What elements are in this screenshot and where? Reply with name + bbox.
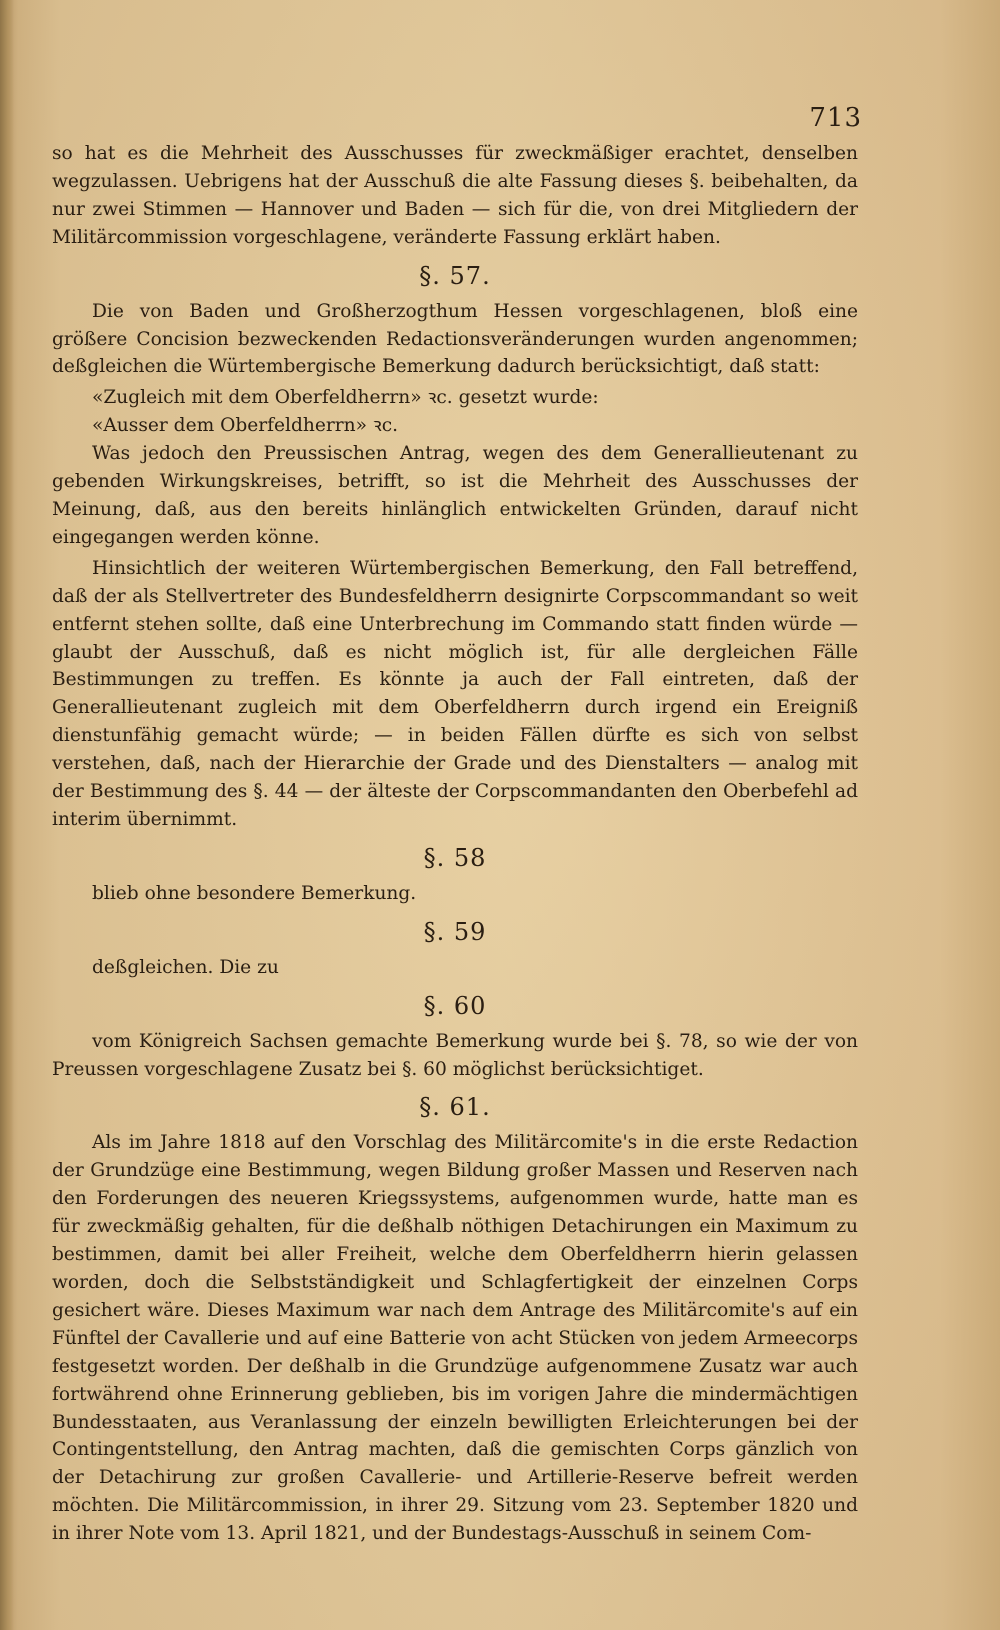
binding-edge: [0, 0, 14, 1630]
section-heading: §. 57.: [419, 261, 491, 290]
paragraph: deßgleichen. Die zu: [92, 956, 279, 978]
page-number: 713: [809, 103, 862, 133]
paragraph: Die von Baden und Großherzogthum Hessen vorgeschlagenen, bloß eine größere Concision bezweckenden Redactionsveränderungen wurden angenommen; deßgleichen die Würtembergische Bemerkung dadurch berücksichtigt, daß statt:: [52, 300, 858, 378]
section-heading: §. 61.: [419, 1093, 491, 1122]
section-heading: §. 60: [423, 991, 487, 1020]
paragraph: Was jedoch den Preussischen Antrag, wegen des dem Generallieutenant zu gebenden Wirkungskreises, betrifft, so ist die Mehrheit des Ausschusses der Meinung, daß, aus den bereits hinlänglich entwickelten Gründen, darauf nicht eingegangen werden könne.: [52, 443, 858, 548]
quoted-line: «Ausser dem Oberfeldherrn» ꝛc.: [92, 415, 399, 437]
paragraph: so hat es die Mehrheit des Ausschusses für zweckmäßiger erachtet, denselben wegzulassen. Uebrigens hat der Ausschuß die alte Fassung dieses §. beibehalten, da nur zwei Stimmen — Hannover und Baden — sich für die, von drei Mitgliedern der Militärcommission vorgeschlagene, veränderte Fassung erklärt haben.: [52, 143, 858, 248]
page-body: [52, 140, 858, 1551]
paragraph: Hinsichtlich der weiteren Würtembergischen Bemerkung, den Fall betreffend, daß der als Stellvertreter des Bundesfeldherrn designirte Corpscommandant so weit entfernt stehen sollte, daß eine Unterbrechung im Commando statt finden würde — glaubt der Ausschuß, daß es nicht möglich ist, für alle dergleichen Fälle Bestimmungen zu treffen. Es könnte ja auch der Fall eintreten, daß der Generallieutenant zugleich mit dem Oberfeldherrn durch irgend ein Ereigniß dienstunfähig gemacht würde; — in beiden Fällen dürfte es sich von selbst verstehen, daß, nach der Hierarchie der Grade und des Dienstalters — analog mit der Bestimmung des §. 44 — der älteste der Corpscommandanten den Oberbefehl ad interim übernimmt.: [52, 557, 858, 830]
section-heading: §. 58: [423, 843, 487, 872]
section-heading: §. 59: [423, 917, 487, 946]
paragraph: vom Königreich Sachsen gemachte Bemerkung wurde bei §. 78, so wie der von Preussen vorgeschlagene Zusatz bei §. 60 möglichst berücksichtiget.: [52, 1030, 858, 1080]
paragraph: Als im Jahre 1818 auf den Vorschlag des Militärcomite's in die erste Redaction der Grundzüge eine Bestimmung, wegen Bildung großer Massen und Reserven nach den Forderungen des neueren Kriegssystems, aufgenommen wurde, hatte man es für zweckmäßig gehalten, für die deßhalb nöthigen Detachirungen ein Maximum zu bestimmen, damit bei aller Freiheit, welche dem Oberfeldherrn hierin gelassen worden, doch die Selbstständigkeit und Schlagfertigkeit der einzelnen Corps gesichert wäre. Dieses Maximum war nach dem Antrage des Militärcomite's auf ein Fünftel der Cavallerie und auf eine Batterie von acht Stücken von jedem Armeecorps festgesetzt worden. Der deßhalb in die Grundzüge aufgenommene Zusatz war auch fortwährend ohne Erinnerung geblieben, bis im vorigen Jahre die mindermächtigen Bundesstaaten, aus Veranlassung der einzeln bewilligten Erleichterungen bei der Contingentstellung, den Antrag machten, daß die gemischten Corps gänzlich von der Detachirung zur großen Cavallerie- und Artillerie-Reserve befreit werden möchten. Die Militärcommission, in ihrer 29. Sitzung vom 23. September 1820 und in ihrer Note vom 13. April 1821, und der Bundestags-Ausschuß in seinem Com-: [52, 1132, 858, 1545]
paragraph: blieb ohne besondere Bemerkung.: [92, 882, 417, 904]
quoted-line: «Zugleich mit dem Oberfeldherrn» ꝛc. gesetzt wurde:: [92, 387, 599, 409]
